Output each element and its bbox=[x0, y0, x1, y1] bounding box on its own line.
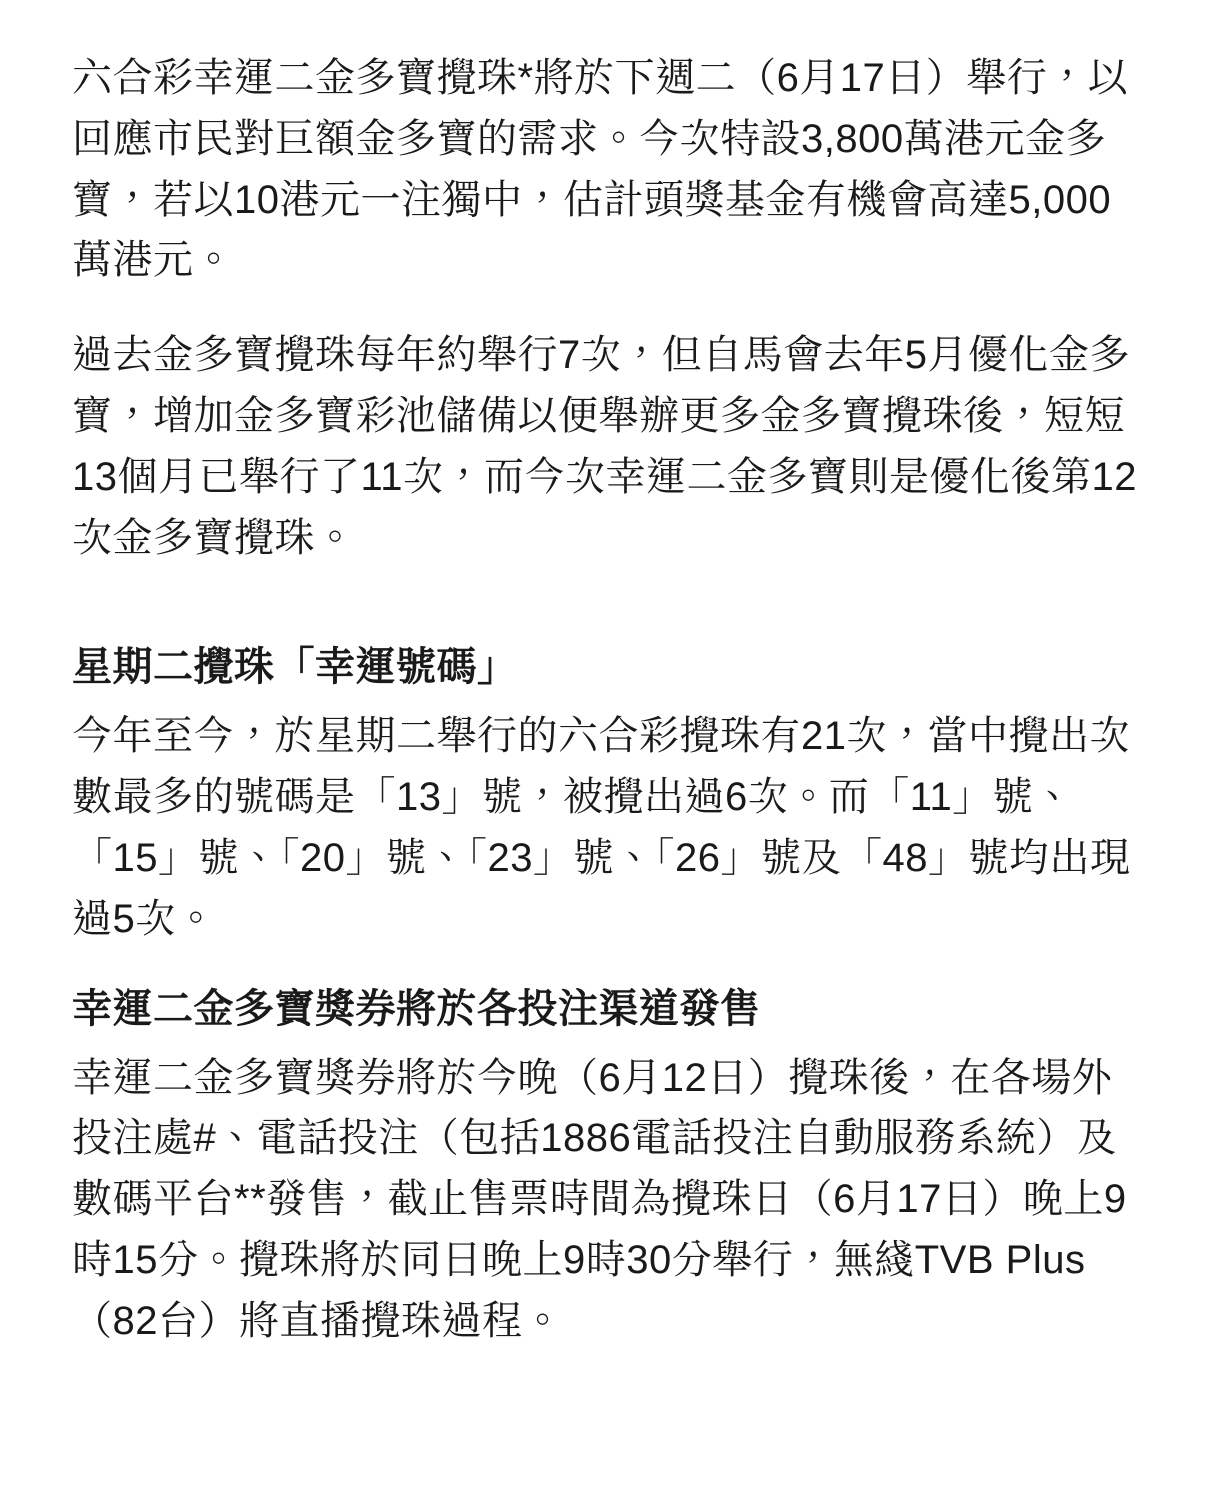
paragraph-intro-2: 過去金多寶攪珠每年約舉行7次，但自馬會去年5月優化金多寶，增加金多寶彩池儲備以便舉辦更多金多寶攪珠後，短短13個月已舉行了11次，而今次幸運二金多寶則是優化後第12次金多寶攪珠。 bbox=[72, 333, 1138, 560]
section-body-lucky-numbers: 今年至今，於星期二舉行的六合彩攪珠有21次，當中攪出次數最多的號碼是「13」號，被攪出過6次。而「11」號、「15」號、「20」號、「23」號、「26」號及「48」號均出現過5次。 bbox=[72, 714, 1131, 941]
section-body-ticket-channels: 幸運二金多寶獎券將於今晚（6月12日）攪珠後，在各場外投注處#、電話投注（包括1886電話投注自動服務系統）及數碼平台**發售，截止售票時間為攪珠日（6月17日）晚上9時15分。攪珠將於同日晚上9時30分舉行，無綫TVB Plus（82台）將直播攪珠過程。 bbox=[72, 1055, 1127, 1343]
section-spacer bbox=[72, 602, 1137, 638]
section-ticket-channels bbox=[72, 980, 1137, 1352]
section-heading-ticket-channels: 幸運二金多寶獎券將於各投注渠道發售 bbox=[72, 986, 761, 1031]
section-lucky-numbers bbox=[72, 638, 1137, 949]
section-heading-lucky-numbers: 星期二攪珠「幸運號碼」 bbox=[72, 645, 518, 690]
paragraph-intro-1: 六合彩幸運二金多寶攪珠*將於下週二（6月17日）舉行，以回應市民對巨額金多寶的需求。今次特設3,800萬港元金多寶，若以10港元一注獨中，估計頭獎基金有機會高達5,000萬港元。 bbox=[72, 56, 1129, 283]
